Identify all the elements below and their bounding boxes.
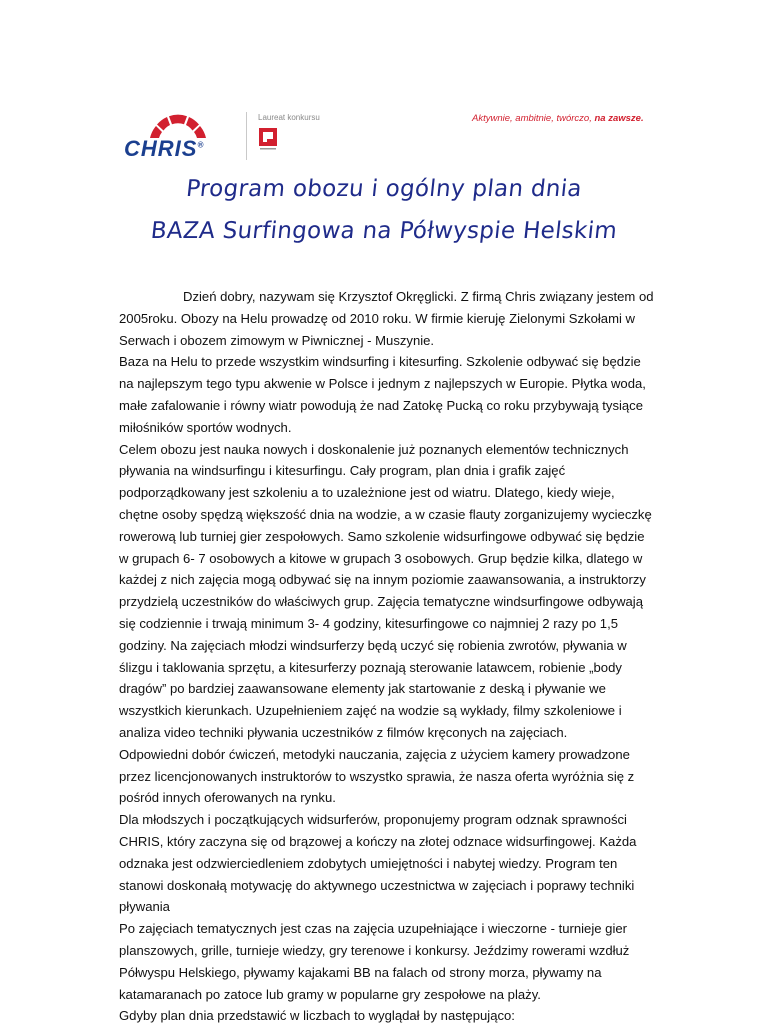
paragraph: Celem obozu jest nauka nowych i doskonalenie już poznanych elementów technicznych pływania na windsurfingu i kitesurfingu. Cały program, plan dnia i grafik zajęć podporządkowany jest szkoleniu a to uzależnione jest od wiatru. Dlatego, kiedy wieje, chętne osoby spędzą większość dnia na wodzie, a w czasie flauty zorganizujemy wycieczkę rowerową lub turniej gier zespołowych. Samo szkolenie widsurfingowe odbywać się będzie w grupach 6- 7 osobowych a kitowe w grupach 3 osobowych. Grup będzie kilka, dlatego w każdej z nich zajęcia mogą odbywać się na innym poziomie zaawansowania, a instruktorzy przydzielą uczestników do właściwych grup. Zajęcia tematyczne windsurfingowe odbywają się codziennie i trwają minimum 3- 4 godziny, kitesurfingowe co najmniej 2 razy po 1,5 godziny. Na zajęciach młodzi windsurferzy będą uczyć się robienia zwrotów, pływania w ślizgu i taklowania sprzętu, a kitesurferzy poznają sterowanie latawcem, robienie „body dragów” po bardziej zaawansowane elementy jak startowanie z deską i pływanie we wszystkich kierunkach. Uzupełnieniem zajęć na wodzie są wykłady, filmy szkoleniowe i analiza video techniki pływania uczestników z filmów kręconych na zajęciach.	[119, 441, 652, 740]
document-title-line2: BAZA Surfingowa na Półwyspie Helskim	[149, 218, 619, 244]
paragraph: Gdyby plan dnia przedstawić w liczbach to wyglądał by następująco:	[119, 1008, 515, 1024]
paragraph: Odpowiedni dobór ćwiczeń, metodyki nauczania, zajęcia z użyciem kamery prowadzone przez licencjonowanych instruktorów to wszystko sprawia, że nasza oferta wyróżnia się z pośród innych oferowanych na rynku.	[119, 746, 635, 806]
document-title-line1: Program obozu i ogólny plan dnia	[184, 176, 584, 202]
paragraph: Po zajęciach tematycznych jest czas na zajęcia uzupełniające i wieczorne - turnieje gier planszowych, grille, turnieje wiedzy, gry terenowe i konkursy. Jeździmy rowerami wzdłuż Półwyspu Helskiego, pływamy kajakami BB na falach od strony morza, pływamy na katamaranach po zatoce lub gramy w popularne gry zespołowe na plaży.	[119, 921, 630, 1002]
logo-wordmark: CHRIS®	[124, 136, 205, 161]
paragraph: Dzień dobry, nazywam się Krzysztof Okręglicki. Z firmą Chris związany jestem od 2005roku. Obozy na Helu prowadzę od 2010 roku. W firmie kieruję Zielonymi Szkołami w Serwach i obozem zimowym w Piwnicznej - Muszynie.	[119, 289, 654, 348]
paragraph: Dla młodszych i początkujących widsurferów, proponujemy program odznak sprawności CHRIS, który zaczyna się od brązowej a kończy na złotej odznace widsurfingowej. Każda odznaka jest odzwierciedleniem zdobytych umiejętności i nabytej wiedzy. Program ten stanowi doskonałą motywację do aktywnego uczestnictwa w zajęciach i poprawy techniki pływania	[119, 812, 637, 915]
slogan: Aktywnie, ambitnie, twórczo, na zawsze.	[472, 113, 644, 124]
chris-logo	[124, 112, 234, 160]
header-divider	[246, 112, 247, 160]
page-header	[0, 0, 768, 170]
sun-rays-icon	[146, 112, 210, 138]
award-seal-icon	[259, 128, 277, 154]
paragraph: Baza na Helu to przede wszystkim windsurfing i kitesurfing. Szkolenie odbywać się będzie na najlepszym tego typu akwenie w Polsce i jednym z najlepszych w Europie. Płytka woda, małe zafalowanie i równy wiatr powodują że nad Zatokę Pucką co roku przybywają tysiące miłośników sportów wodnych.	[119, 354, 646, 435]
laureat-label: Laureat konkursu	[258, 113, 320, 122]
document-body	[119, 286, 657, 1027]
